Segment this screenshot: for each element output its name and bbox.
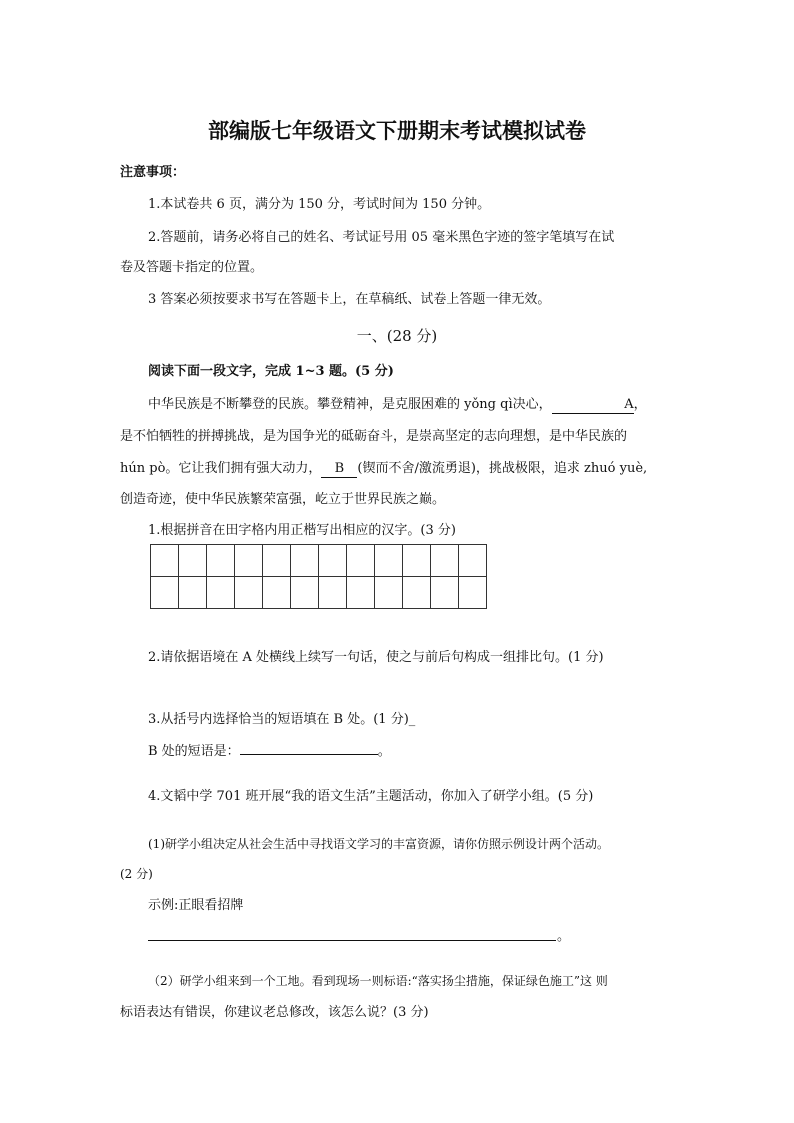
passage-line-3 xyxy=(120,459,647,479)
notice-item-2-cont: 卷及答题卡指定的位置。 xyxy=(120,260,264,275)
question-3-answer xyxy=(148,742,391,762)
grid-cell[interactable] xyxy=(319,577,347,609)
grid-cell[interactable] xyxy=(291,545,319,577)
grid-cell[interactable] xyxy=(403,577,431,609)
grid-cell[interactable] xyxy=(431,545,459,577)
question-4: 4.文韬中学 701 班开展“我的语文生活”主题活动，你加入了研学小组。(5 分) xyxy=(148,789,594,804)
grid-cell[interactable] xyxy=(319,545,347,577)
grid-cell[interactable] xyxy=(291,577,319,609)
passage-text: 中华民族是不断攀登的民族。攀登精神，是克服困难的 yǒng qì决心， xyxy=(148,397,552,412)
grid-cell[interactable] xyxy=(347,545,375,577)
answer-line-end: 。 xyxy=(557,929,571,944)
answer-label: B 处的短语是： xyxy=(148,744,240,759)
blank-a[interactable]: A xyxy=(552,397,634,414)
passage-text: hún pò。它让我们拥有强大动力， xyxy=(120,461,322,476)
grid-cell[interactable] xyxy=(431,577,459,609)
reading-instruction: 阅读下面一段文字，完成 1~3 题。(5 分) xyxy=(148,364,394,379)
question-4-2-cont: 标语表达有错误，你建议老总修改，该怎么说？(3 分) xyxy=(120,1005,429,1020)
section-heading: 一、(28 分) xyxy=(356,327,438,345)
grid-row xyxy=(151,545,487,577)
question-4-1-score: (2 分) xyxy=(120,867,153,881)
notice-item-3: 3 答案必须按要求书写在答题卡上，在草稿纸、试卷上答题一律无效。 xyxy=(148,292,551,307)
notice-item-1: 1.本试卷共 6 页，满分为 150 分，考试时间为 150 分钟。 xyxy=(148,197,491,212)
grid-cell[interactable] xyxy=(459,577,487,609)
example-text: 示例:正眼看招牌 xyxy=(148,898,244,913)
grid-cell[interactable] xyxy=(207,545,235,577)
question-4-2: （2）研学小组来到一个工地。看到现场一则标语:“落实扬尘措施，保证绿色施工”这 则 xyxy=(148,974,608,988)
grid-cell[interactable] xyxy=(347,577,375,609)
grid-cell[interactable] xyxy=(263,545,291,577)
grid-cell[interactable] xyxy=(459,545,487,577)
passage-punct: ， xyxy=(633,397,647,412)
grid-cell[interactable] xyxy=(235,577,263,609)
passage-line-4: 创造奇迹，使中华民族繁荣富强，屹立于世界民族之巅。 xyxy=(120,492,446,507)
notice-heading: 注意事项： xyxy=(120,165,186,180)
grid-cell[interactable] xyxy=(235,545,263,577)
grid-cell[interactable] xyxy=(263,577,291,609)
question-3: 3.从括号内选择恰当的短语填在 B 处。(1 分)_ xyxy=(148,712,416,727)
question-4-1: (1)研学小组决定从社会生活中寻找语文学习的丰富资源，请你仿照示例设计两个活动。 xyxy=(148,837,610,851)
grid-cell[interactable] xyxy=(403,545,431,577)
grid-cell[interactable] xyxy=(375,545,403,577)
passage-line-1 xyxy=(148,395,647,415)
answer-punct: 。 xyxy=(377,744,391,759)
grid-cell[interactable] xyxy=(179,545,207,577)
passage-line-2: 是不怕牺牲的拼搏挑战，是为国争光的砥砺奋斗，是崇高坚定的志向理想，是中华民族的 xyxy=(120,429,628,444)
passage-text: (锲而不舍/激流勇退)，挑战极限，追求 zhuó yuè, xyxy=(357,461,648,476)
blank-b[interactable]: B xyxy=(321,461,357,478)
page-title: 部编版七年级语文下册期末考试模拟试卷 xyxy=(208,118,586,143)
grid-cell[interactable] xyxy=(375,577,403,609)
answer-blank-b[interactable] xyxy=(240,754,378,755)
answer-line[interactable] xyxy=(148,940,556,941)
question-1: 1.根据拼音在田字格内用正楷写出相应的汉字。(3 分) xyxy=(148,523,456,538)
question-2: 2.请依据语境在 A 处横线上续写一句话，使之与前后句构成一组排比句。(1 分) xyxy=(148,650,604,665)
grid-row xyxy=(151,577,487,609)
writing-grid[interactable] xyxy=(150,544,487,609)
grid-cell[interactable] xyxy=(151,577,179,609)
notice-item-2: 2.答题前，请务必将自己的姓名、考试证号用 05 毫米黑色字迹的签字笔填写在试 xyxy=(148,230,615,245)
grid-cell[interactable] xyxy=(207,577,235,609)
grid-cell[interactable] xyxy=(151,545,179,577)
grid-cell[interactable] xyxy=(179,577,207,609)
